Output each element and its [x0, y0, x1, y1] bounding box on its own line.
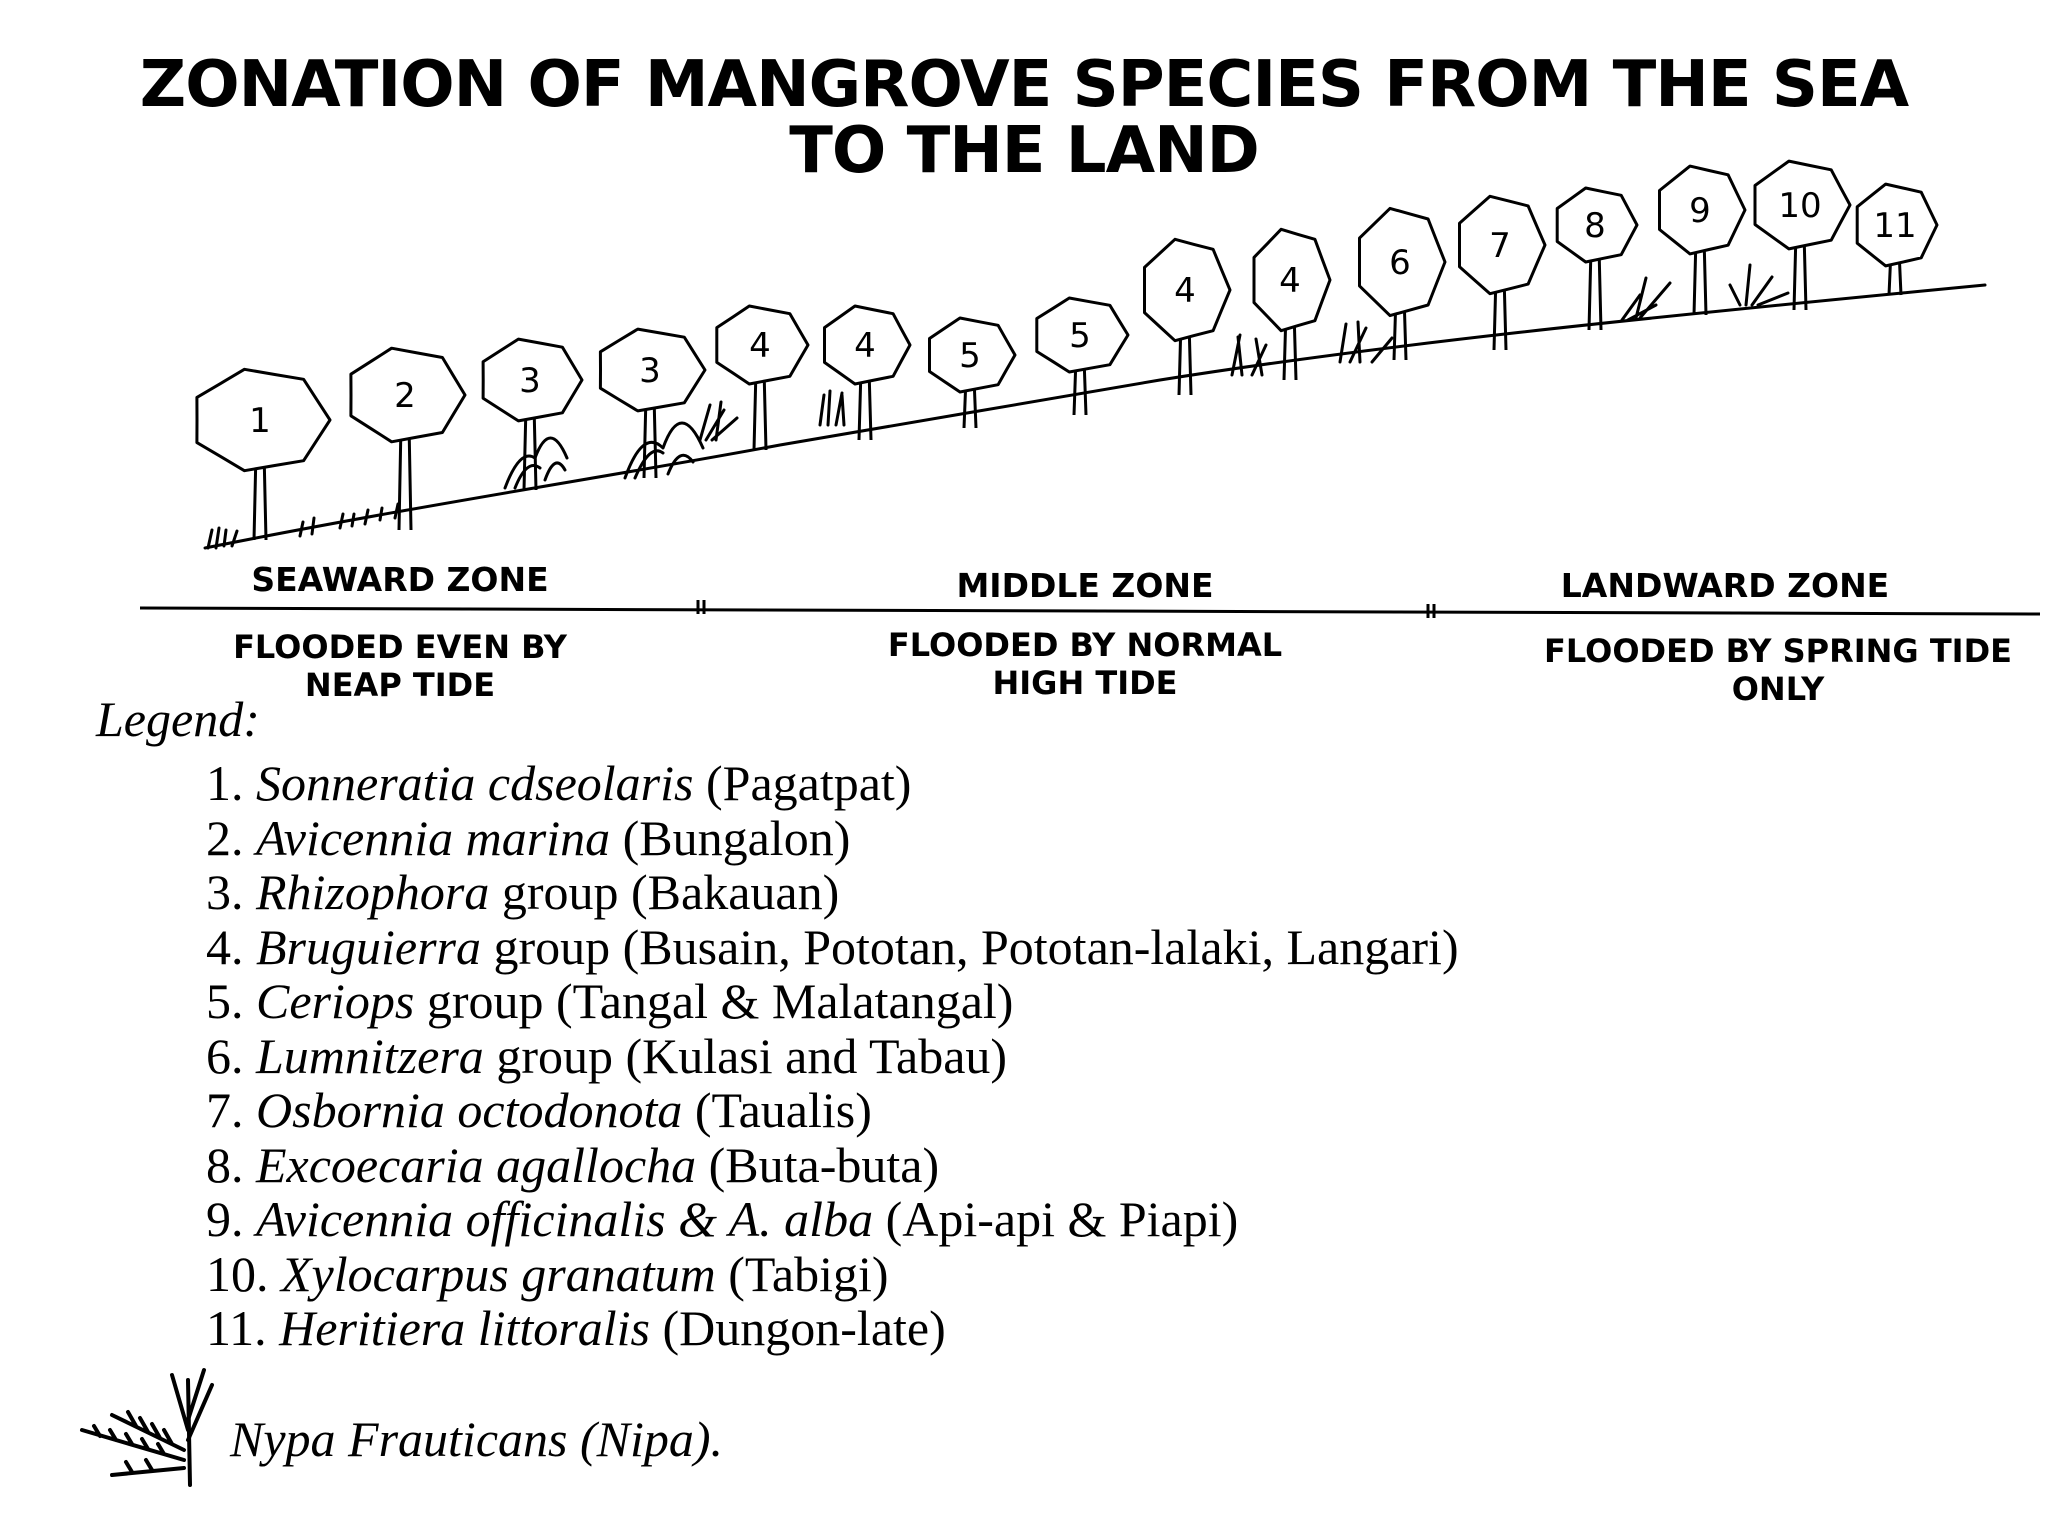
mangrove-tree-5	[717, 306, 808, 450]
tree-number-label: 6	[1389, 243, 1411, 283]
nipa-small-5	[1622, 278, 1670, 320]
tree-number-label: 7	[1489, 226, 1511, 266]
legend-common-name: (Pagatpat)	[705, 755, 912, 811]
mangrove-tree-1	[197, 369, 330, 540]
nipa-small-2	[820, 391, 844, 425]
legend-common-name: group (Busain, Pototan, Pototan-lalaki, Langari)	[493, 918, 1459, 975]
legend-common-name: group (Tangal & Malatangal)	[426, 973, 1014, 1029]
mangrove-tree-12	[1460, 196, 1546, 350]
legend-scientific-name: Bruguierra	[256, 918, 481, 975]
legend-number: 1.	[206, 755, 244, 811]
legend-number: 8.	[206, 1136, 244, 1193]
zone-tick-1	[698, 600, 704, 614]
legend-item	[206, 811, 1459, 866]
nipa-palm-icon	[72, 1360, 222, 1490]
mangrove-tree-3	[483, 339, 582, 490]
tree-number-label: 3	[639, 351, 661, 391]
nipa-legend-label: Nypa Frauticans (Nipa).	[230, 1411, 724, 1467]
legend-common-name: (Bungalon)	[622, 809, 851, 866]
legend-number: 2.	[206, 809, 244, 866]
tree-number-label: 4	[749, 326, 771, 366]
tree-number-label: 10	[1778, 186, 1822, 226]
tree-number-label: 11	[1873, 206, 1917, 246]
zone-divider-line	[140, 608, 2040, 614]
legend-item	[206, 1247, 1459, 1302]
mangrove-tree-15	[1755, 161, 1850, 310]
nipa-legend-row	[72, 1360, 872, 1490]
tree-number-label: 4	[1279, 261, 1301, 301]
legend-number: 10.	[206, 1245, 269, 1302]
legend-scientific-name: Osbornia octodonota	[256, 1082, 683, 1138]
zone-landward-name: LANDWARD ZONE	[1560, 566, 1890, 605]
legend-item	[206, 1138, 1459, 1193]
tree-number-label: 2	[394, 376, 416, 416]
legend-item	[206, 1192, 1459, 1247]
legend-number: 3.	[206, 864, 244, 920]
mangrove-tree-13	[1557, 188, 1637, 330]
legend-item	[206, 920, 1459, 975]
nipa-small-6	[1730, 265, 1788, 305]
title-line-2: TO THE LAND	[789, 114, 1259, 188]
legend-number: 9.	[206, 1191, 244, 1247]
legend-scientific-name: Lumnitzera	[256, 1027, 484, 1084]
zone-landward-desc	[1544, 632, 2012, 708]
legend-scientific-name: Excoecaria agallocha	[256, 1136, 697, 1193]
legend-scientific-name: Heritiera littoralis	[279, 1300, 651, 1356]
zone-seaward-desc-line-1: FLOODED EVEN BY	[233, 628, 567, 666]
tree-number-label: 5	[959, 336, 981, 376]
legend-scientific-name: Rhizophora	[256, 864, 490, 920]
zone-seaward-desc	[233, 628, 567, 704]
legend-item	[206, 1083, 1459, 1138]
tree-number-label: 4	[854, 326, 876, 366]
legend-number: 6.	[206, 1027, 244, 1084]
legend-item	[206, 1029, 1459, 1084]
legend-number: 11.	[206, 1300, 267, 1356]
mangrove-tree-4	[600, 329, 705, 478]
legend-common-name: (Dungon-late)	[662, 1300, 946, 1356]
zone-landward-desc-line-2: ONLY	[1731, 670, 1825, 708]
zone-seaward-desc-line-2: NEAP TIDE	[304, 666, 496, 704]
mangrove-tree-11	[1360, 208, 1446, 360]
legend-scientific-name: Avicennia officinalis & A. alba	[256, 1191, 874, 1247]
legend-scientific-name: Sonneratia cdseolaris	[256, 755, 694, 811]
legend-common-name: (Tabigi)	[728, 1245, 889, 1302]
legend-title: Legend:	[96, 691, 260, 747]
tree-number-label: 5	[1069, 316, 1091, 356]
legend-list	[206, 756, 1459, 1356]
tree-number-label: 8	[1584, 206, 1606, 246]
legend-common-name: group (Kulasi and Tabau)	[496, 1027, 1008, 1084]
zone-middle-name: MIDDLE ZONE	[956, 566, 1214, 605]
zone-middle-desc-line-1: FLOODED BY NORMAL	[887, 626, 1283, 664]
legend-item	[206, 865, 1459, 920]
legend-common-name: (Buta-buta)	[708, 1136, 940, 1193]
tree-number-label: 3	[519, 361, 541, 401]
tree-number-label: 9	[1689, 191, 1711, 231]
nipa-small-4	[1340, 322, 1392, 362]
zone-landward-desc-line-1: FLOODED BY SPRING TIDE	[1544, 632, 2012, 670]
zone-middle-desc	[888, 626, 1282, 702]
legend-common-name: (Api-api & Piapi)	[885, 1191, 1239, 1247]
legend-scientific-name: Ceriops	[256, 973, 415, 1029]
legend-scientific-name: Avicennia marina	[256, 809, 611, 866]
title-line-1: ZONATION OF MANGROVE SPECIES FROM THE SEA	[139, 48, 1909, 122]
mangrove-tree-16	[1857, 184, 1937, 295]
legend-common-name: group (Bakauan)	[501, 864, 840, 920]
legend-number: 5.	[206, 973, 244, 1029]
zone-middle-desc-line-2: HIGH TIDE	[992, 664, 1178, 702]
zone-seaward-name: SEAWARD ZONE	[251, 560, 549, 599]
legend-number: 4.	[206, 918, 244, 975]
nipa-small-1	[700, 402, 737, 440]
legend-item	[206, 974, 1459, 1029]
tree-number-label: 1	[249, 401, 271, 441]
legend-scientific-name: Xylocarpus granatum	[281, 1245, 716, 1302]
legend-item	[206, 1301, 1459, 1356]
legend-number: 7.	[206, 1082, 244, 1138]
tree-number-label: 4	[1174, 271, 1196, 311]
legend-common-name: (Taualis)	[694, 1082, 872, 1138]
legend-item	[206, 756, 1459, 811]
